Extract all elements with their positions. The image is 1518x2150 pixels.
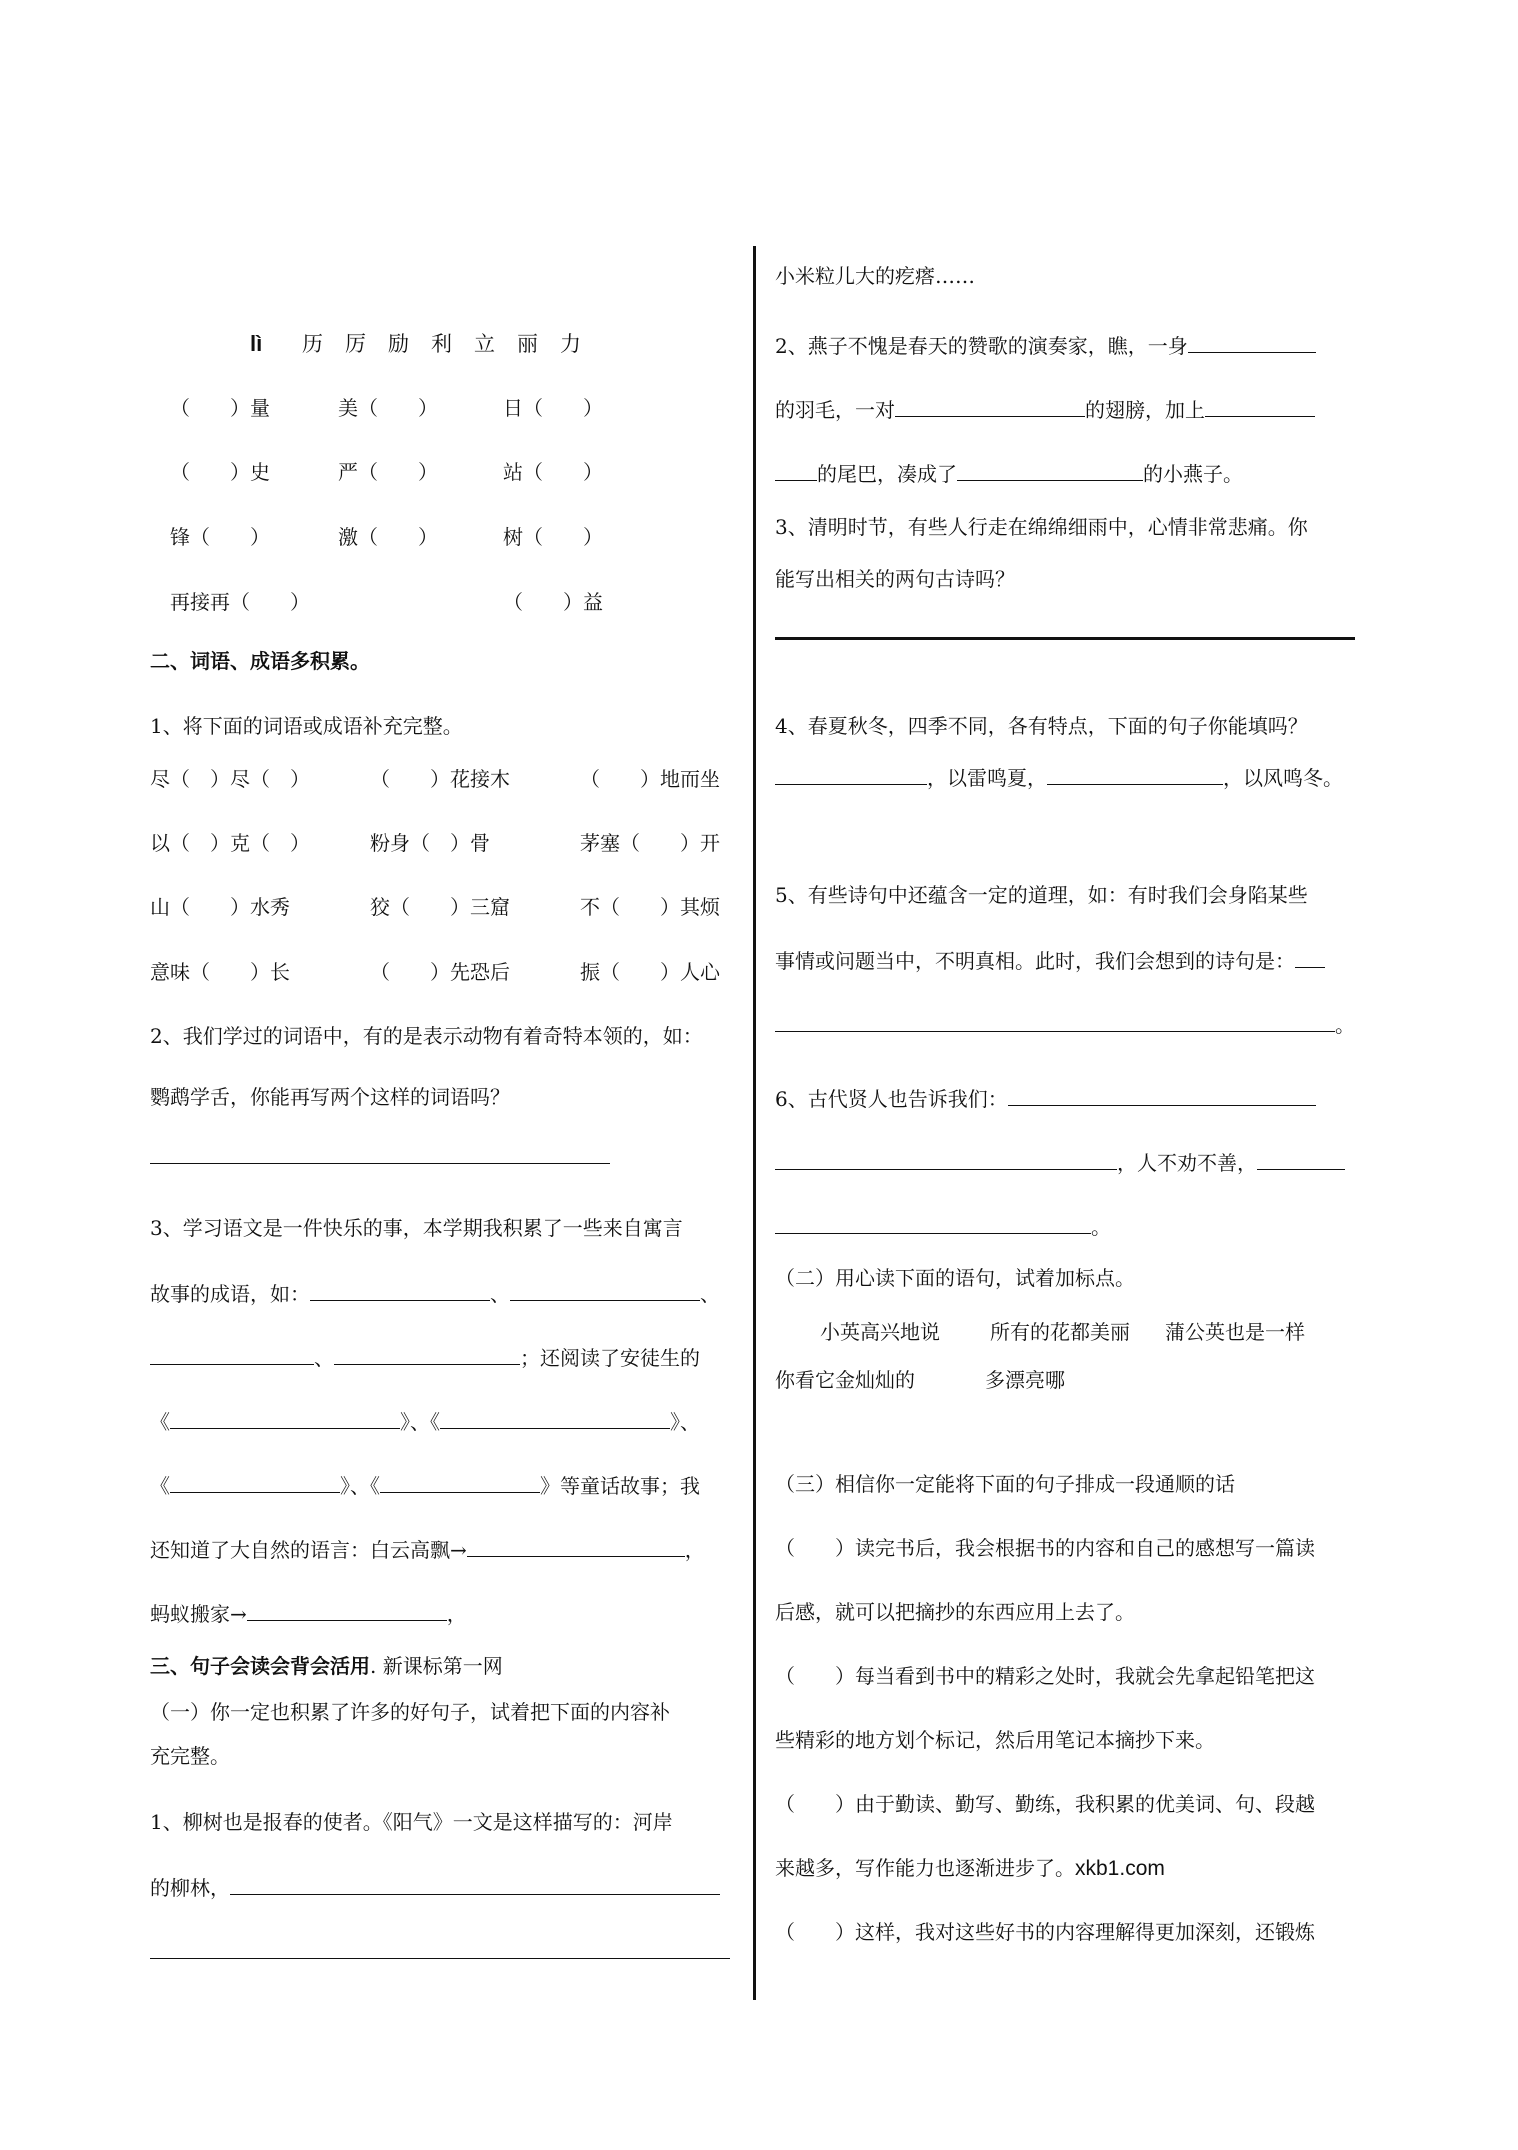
- book-mark: 《: [150, 1410, 170, 1434]
- blank-book-1[interactable]: [170, 1406, 400, 1429]
- swallow-text: 的尾巴，凑成了: [817, 462, 957, 486]
- swallow-line-1: [775, 330, 1316, 360]
- swallow-text: 2、燕子不愧是春天的赞歌的演奏家，瞧，一身: [775, 334, 1188, 358]
- sages-line-1: [775, 1083, 1316, 1113]
- question-1-title: 1、将下面的词语或成语补充完整。: [150, 714, 463, 738]
- grid-cell[interactable]: 锋（ ）: [170, 525, 270, 549]
- grid-cell[interactable]: 再接再（ ）: [170, 590, 310, 614]
- order-sentence-4a: （ ）这样，我对这些好书的内容理解得更加深刻，还锻炼: [775, 1920, 1315, 1944]
- blank-idiom-2[interactable]: [510, 1278, 700, 1301]
- separator: 、: [490, 1282, 510, 1306]
- punctuation-phrase: 多漂亮哪: [985, 1368, 1065, 1392]
- order-sentence-3b: [775, 1854, 1165, 1883]
- watermark-text: xkb1.com: [1075, 1857, 1165, 1880]
- idiom-item[interactable]: 茅塞（ ）开: [580, 831, 720, 855]
- blank-sages-2[interactable]: [775, 1147, 1117, 1170]
- blank-swallow-1[interactable]: [1188, 330, 1316, 353]
- grid-cell[interactable]: 站（ ）: [503, 460, 603, 484]
- section-3-heading: 三、句子会读会背会活用: [150, 1654, 370, 1678]
- blank-willow-1[interactable]: [230, 1872, 720, 1895]
- question-3-line-2: [150, 1278, 720, 1308]
- subsection-2-title: （二）用心读下面的语句，试着加标点。: [775, 1266, 1135, 1290]
- punctuation-phrase: 所有的花都美丽: [990, 1320, 1130, 1344]
- character-option: 力: [560, 332, 581, 356]
- blank-swallow-2[interactable]: [895, 394, 1085, 417]
- idiom-item[interactable]: 狡（ ）三窟: [370, 895, 510, 919]
- order-text: 来越多，写作能力也逐渐进步了。: [775, 1856, 1075, 1880]
- seasons-line-1: 4、春夏秋冬，四季不同，各有特点，下面的句子你能填吗？: [775, 714, 1308, 738]
- question-2-line-2: 鹦鹉学舌，你能再写两个这样的词语吗？: [150, 1085, 510, 1109]
- section-3-note: . 新课标第一网: [370, 1654, 503, 1678]
- sages-text: ，人不劝不善，: [1117, 1151, 1257, 1175]
- idiom-item[interactable]: 以（ ）克（ ）: [150, 831, 310, 855]
- blank-poem-1[interactable]: [1295, 945, 1325, 968]
- seasons-text: ，以雷鸣夏，: [927, 766, 1047, 790]
- book-mark: 《: [150, 1474, 170, 1498]
- blank-poem-2[interactable]: [775, 1009, 1335, 1032]
- blank-nature-1[interactable]: [467, 1534, 685, 1557]
- order-sentence-1a: （ ）读完书后，我会根据书的内容和自己的感想写一篇读: [775, 1536, 1315, 1560]
- subsection-3-title: （三）相信你一定能将下面的句子排成一段通顺的话: [775, 1472, 1235, 1496]
- blank-idiom-1[interactable]: [310, 1278, 490, 1301]
- grid-cell[interactable]: 美（ ）: [338, 396, 438, 420]
- q3-text: ；还阅读了安徒生的: [520, 1346, 700, 1370]
- grid-cell[interactable]: （ ）史: [170, 460, 270, 484]
- idiom-item[interactable]: 意味（ ）长: [150, 960, 290, 984]
- question-1b-line-2: [150, 1872, 720, 1902]
- question-3-line-6: [150, 1534, 705, 1564]
- question-3-line-1: 3、学习语文是一件快乐的事，本学期我积累了一些来自寓言: [150, 1216, 683, 1240]
- order-sentence-2a: （ ）每当看到书中的精彩之处时，我就会先拿起铅笔把这: [775, 1664, 1315, 1688]
- separator: 、: [314, 1346, 334, 1370]
- sages-line-2: [775, 1147, 1345, 1177]
- sages-text: 。: [1091, 1215, 1111, 1239]
- order-sentence-2b: 些精彩的地方划个标记，然后用笔记本摘抄下来。: [775, 1728, 1215, 1752]
- grid-cell[interactable]: 日（ ）: [503, 396, 603, 420]
- q3-text: 还知道了大自然的语言：白云高飘→: [150, 1538, 467, 1562]
- pinyin-label: lì: [250, 331, 263, 356]
- idiom-item[interactable]: 振（ ）人心: [580, 960, 720, 984]
- poem-reason-line-1: 5、有些诗句中还蕴含一定的道理，如：有时我们会身陷某些: [775, 883, 1308, 907]
- question-1b-line-1: 1、柳树也是报春的使者。《阳气》一文是这样描写的：河岸: [150, 1810, 673, 1834]
- grid-cell[interactable]: （ ）量: [170, 396, 270, 420]
- grid-cell[interactable]: 激（ ）: [338, 525, 438, 549]
- right-line-1: 小米粒儿大的疙瘩……: [775, 264, 975, 288]
- blank-season-2[interactable]: [1047, 762, 1223, 785]
- idiom-item[interactable]: （ ）地而坐: [580, 767, 720, 791]
- sages-line-3: [775, 1211, 1111, 1241]
- question-3-line-7: [150, 1598, 467, 1628]
- character-option: 立: [474, 332, 495, 356]
- book-mark: 》、《: [400, 1410, 440, 1434]
- swallow-text: 的小燕子。: [1143, 462, 1243, 486]
- blank-idiom-3[interactable]: [150, 1342, 314, 1365]
- blank-swallow-4[interactable]: [775, 458, 817, 481]
- grid-cell[interactable]: （ ）益: [503, 590, 603, 614]
- q3-text: 蚂蚁搬家→: [150, 1602, 247, 1626]
- question-2-line-1: 2、我们学过的词语中，有的是表示动物有着奇特本领的，如：: [150, 1024, 703, 1048]
- pinyin-header: [250, 330, 262, 359]
- answer-line-willow-2[interactable]: [150, 1958, 730, 1959]
- book-mark: 》、《: [340, 1474, 380, 1498]
- character-option: 励: [388, 332, 409, 356]
- seasons-line-2: [775, 762, 1343, 792]
- character-options: [302, 330, 603, 358]
- swallow-text: 的翅膀，加上: [1085, 398, 1205, 422]
- question-3-line-5: [150, 1470, 700, 1500]
- blank-idiom-4[interactable]: [334, 1342, 520, 1365]
- section-3-title: [150, 1652, 503, 1680]
- idiom-item[interactable]: 粉身（ ）骨: [370, 831, 490, 855]
- character-option: 利: [431, 332, 452, 356]
- subsection-1-line-1: （一）你一定也积累了许多的好句子，试着把下面的内容补: [150, 1700, 670, 1724]
- blank-sages-3[interactable]: [1257, 1147, 1345, 1170]
- swallow-text: 的羽毛，一对: [775, 398, 895, 422]
- blank-book-2[interactable]: [440, 1406, 670, 1429]
- character-option: 丽: [517, 332, 538, 356]
- punctuation-phrase: 小英高兴地说: [820, 1320, 940, 1344]
- q3-text: 》等童话故事；我: [540, 1474, 700, 1498]
- poem-reason-line-2: [775, 945, 1325, 975]
- q3-text: 故事的成语，如：: [150, 1282, 310, 1306]
- book-mark: 》、: [670, 1410, 700, 1434]
- answer-line-q2[interactable]: [150, 1163, 610, 1164]
- swallow-line-3: [775, 458, 1243, 488]
- question-3-line-3: [150, 1342, 700, 1372]
- subsection-1-line-2: 充完整。: [150, 1744, 230, 1768]
- qingming-line-2: 能写出相关的两句古诗吗？: [775, 567, 1015, 591]
- punctuation-phrase: 蒲公英也是一样: [1165, 1320, 1305, 1344]
- blank-nature-2[interactable]: [247, 1598, 447, 1621]
- blank-sages-1[interactable]: [1008, 1083, 1316, 1106]
- poem-reason-line-3: [775, 1009, 1355, 1039]
- character-option: 历: [302, 332, 323, 356]
- section-2-title: 二、词语、成语多积累。: [150, 649, 370, 673]
- idiom-item[interactable]: （ ）先恐后: [370, 960, 510, 984]
- blank-swallow-3[interactable]: [1205, 394, 1315, 417]
- blank-book-3[interactable]: [170, 1470, 340, 1493]
- swallow-line-2: [775, 394, 1315, 424]
- sages-text: 6、古代贤人也告诉我们：: [775, 1087, 1008, 1111]
- punctuation-phrase: 你看它金灿灿的: [775, 1368, 915, 1392]
- q1b-text: 的柳林，: [150, 1876, 230, 1900]
- poem-text: 事情或问题当中，不明真相。此时，我们会想到的诗句是：: [775, 949, 1295, 973]
- idiom-item[interactable]: 山（ ）水秀: [150, 895, 290, 919]
- separator: 、: [700, 1282, 720, 1306]
- blank-season-1[interactable]: [775, 762, 927, 785]
- answer-line-qingming[interactable]: [775, 637, 1355, 640]
- order-sentence-1b: 后感，就可以把摘抄的东西应用上去了。: [775, 1600, 1135, 1624]
- poem-text: 。: [1335, 1013, 1355, 1037]
- grid-cell[interactable]: 树（ ）: [503, 525, 603, 549]
- idiom-item[interactable]: （ ）花接木: [370, 767, 510, 791]
- question-3-line-4: [150, 1406, 700, 1436]
- character-option: 厉: [345, 332, 366, 356]
- qingming-line-1: 3、清明时节，有些人行走在绵绵细雨中，心情非常悲痛。你: [775, 515, 1308, 539]
- seasons-text: ，以风鸣冬。: [1223, 766, 1343, 790]
- order-sentence-3a: （ ）由于勤读、勤写、勤练，我积累的优美词、句、段越: [775, 1792, 1315, 1816]
- q3-text: ，: [446, 1602, 467, 1626]
- idiom-item[interactable]: 尽（ ）尽（ ）: [150, 767, 310, 791]
- blank-book-4[interactable]: [380, 1470, 540, 1493]
- blank-sages-4[interactable]: [775, 1211, 1091, 1234]
- idiom-item[interactable]: 不（ ）其烦: [580, 895, 720, 919]
- grid-cell[interactable]: 严（ ）: [338, 460, 438, 484]
- column-divider: [753, 246, 756, 2000]
- q3-text: ，: [684, 1538, 705, 1562]
- blank-swallow-5[interactable]: [957, 458, 1143, 481]
